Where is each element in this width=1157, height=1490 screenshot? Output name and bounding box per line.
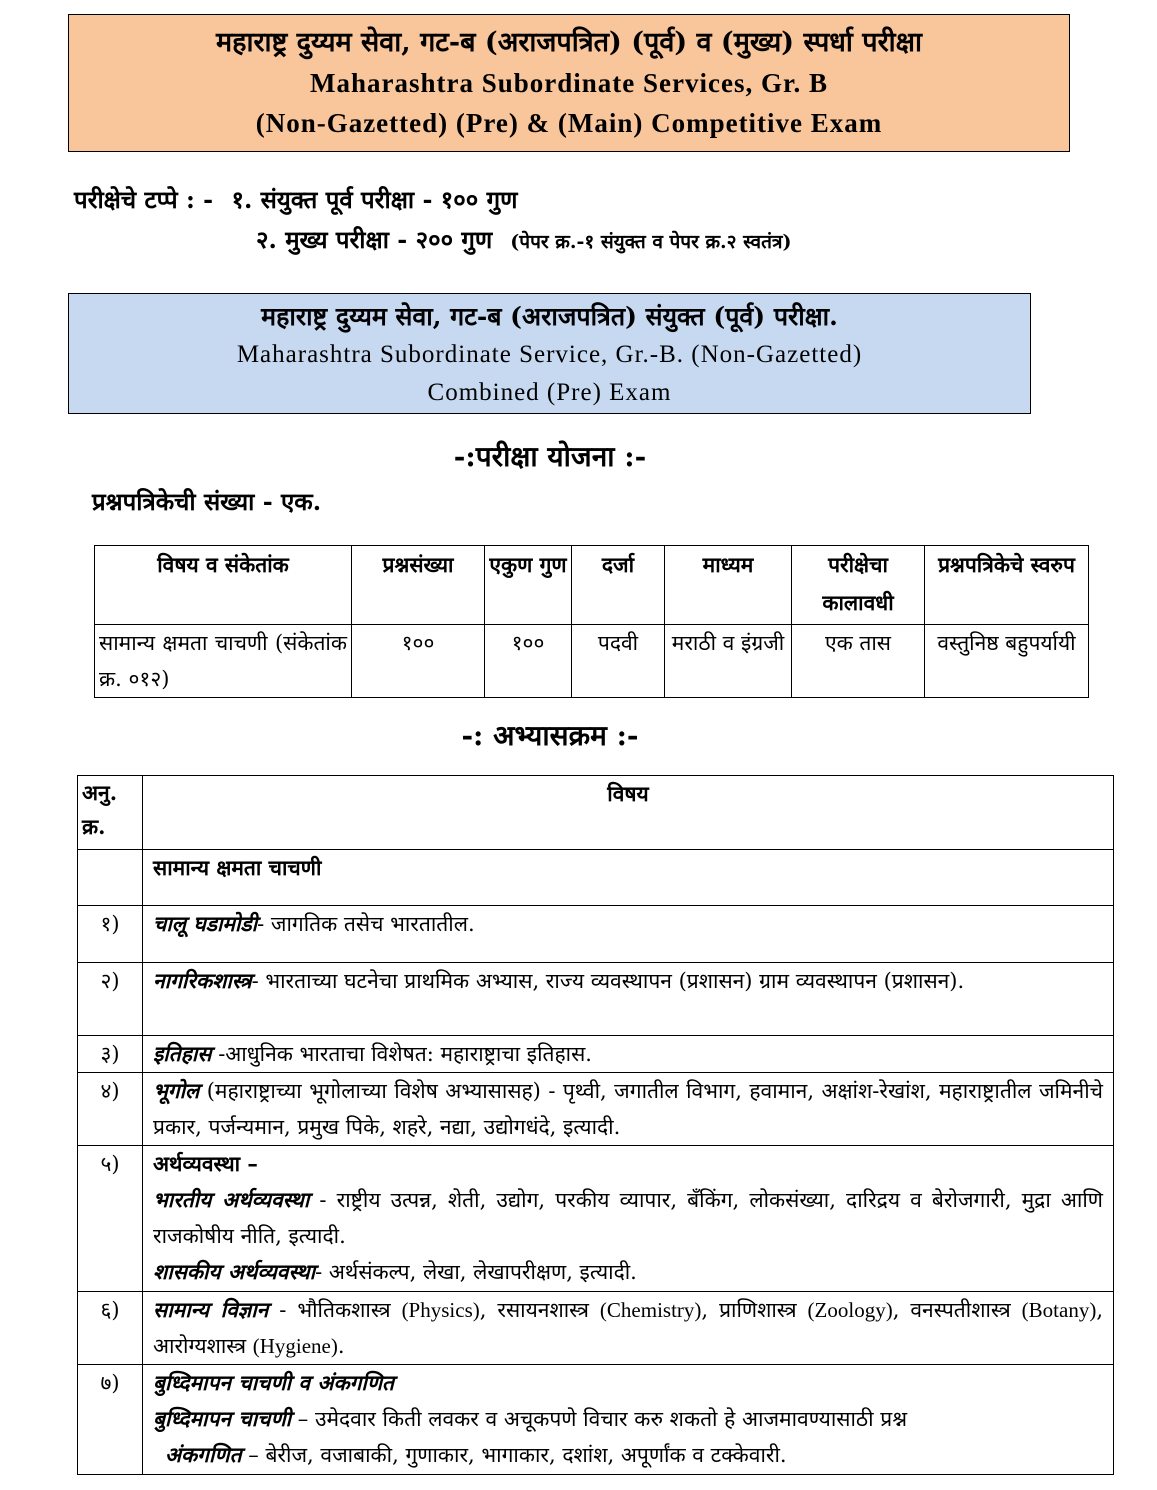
syllabus-row (78, 906, 1114, 963)
col-header-level: दर्जा (572, 546, 665, 625)
cell-format: वस्तुनिष्ठ बहुपर्यायी (925, 625, 1089, 698)
topic-title: इतिहास (153, 1041, 212, 1066)
topic-text: , आरोग्यशास्त्र (153, 1298, 1104, 1358)
subtopic-title: अंकगणित (165, 1442, 242, 1467)
syllabus-header-row (78, 776, 1114, 850)
row-number: ४) (78, 1073, 143, 1146)
subtopic-text: – बेरीज, वजाबाकी, गुणाकार, भागाकार, दशांश, अपूर्णांक व टक्केवारी. (241, 1443, 787, 1467)
syllabus-row (78, 1365, 1114, 1475)
cell-medium: मराठी व इंग्रजी (665, 625, 792, 698)
row-number: ५) (78, 1146, 143, 1292)
section-row (78, 850, 1114, 906)
topic-text-english: (Physics) (401, 1298, 480, 1322)
exam-title-box (68, 14, 1070, 152)
col-header-subject: विषय व संकेतांक (95, 546, 352, 625)
topic-text: . (337, 1334, 345, 1358)
topic-title: सामान्य विज्ञान (153, 1297, 269, 1322)
topic-text-english: (Hygiene) (252, 1334, 338, 1358)
topic-title: नागरिकशास्त्र (153, 968, 252, 993)
topic-text-english: (Botany) (1021, 1298, 1097, 1322)
topic-text: -आधुनिक भारताचा विशेषत: महाराष्ट्राचा इतिहास. (211, 1042, 592, 1066)
topic-cell (143, 963, 1114, 1036)
topic-cell (143, 1146, 1114, 1292)
cell-level: पदवी (572, 625, 665, 698)
col-header-marks: एकुण गुण (485, 546, 572, 625)
syllabus-row (78, 1292, 1114, 1365)
col-header-questions: प्रश्नसंख्या (352, 546, 485, 625)
topic-text: , रसायनशास्त्र (479, 1298, 600, 1322)
topic-title: चालू घडामोडी (153, 911, 258, 936)
topic-cell (143, 906, 1114, 963)
subtopic-text: - अर्थसंकल्प, लेखा, लेखापरीक्षण, इत्यादी. (315, 1260, 637, 1284)
syllabus-table (77, 775, 1114, 1475)
stage-1: १. संयुक्त पूर्व परीक्षा - १०० गुण (231, 185, 518, 214)
syllabus-title: -: अभ्यासक्रम :- (461, 719, 639, 752)
row-number: ७) (78, 1365, 143, 1475)
stage-2: २. मुख्य परीक्षा - २०० गुण (256, 225, 493, 254)
subtopic-title: बुध्दिमापन चाचणी (153, 1406, 292, 1431)
scheme-title: -:परीक्षा योजना :- (453, 440, 647, 473)
exam-stages (74, 178, 517, 222)
cell-duration: एक तास (792, 625, 925, 698)
topic-text: - भारताच्या घटनेचा प्राथमिक अभ्यास, राज्य व्यवस्थापन (प्रशासन) ग्राम व्यवस्थापन (प्रशासन). (251, 969, 965, 993)
exam-stage-2-line (256, 222, 791, 260)
subtopic-text: – उमेदवार किती लवकर व अचूकपणे विचार करु शकतो हे आजमावण्यासाठी प्रश्न (291, 1407, 908, 1431)
topic-title: अर्थव्यवस्था – (153, 1151, 258, 1176)
row-number: ६) (78, 1292, 143, 1365)
topic-cell (143, 1073, 1114, 1146)
col-header-topic: विषय (143, 776, 1114, 850)
table-row (95, 625, 1089, 698)
subtopic-text: - राष्ट्रीय उत्पन्न, शेती, उद्योग, परकीय व्यापार, बँकिंग, लोकसंख्या, दारिद्रय व बेरोजगारी, मुद्रा आणि राजकोषीय नीति, इत्यादी. (153, 1188, 1103, 1248)
cell-marks: १०० (485, 625, 572, 698)
topic-text-english: (Zoology) (807, 1298, 893, 1322)
subtopic-title: शासकीय अर्थव्यवस्था (153, 1259, 316, 1284)
col-header-medium: माध्यम (665, 546, 792, 625)
topic-text-english: (Chemistry) (599, 1298, 702, 1322)
section-title: सामान्य क्षमता चाचणी (143, 850, 1114, 906)
pre-exam-english-line2: Combined (Pre) Exam (427, 379, 672, 406)
exam-title-english-line2: (Non-Gazetted) (Pre) & (Main) Competitive Exam (255, 108, 883, 138)
row-number: ३) (78, 1036, 143, 1073)
syllabus-row (78, 1146, 1114, 1292)
topic-text: , वनस्पतीशास्त्र (892, 1298, 1022, 1322)
syllabus-row (78, 1036, 1114, 1073)
col-header-format: प्रश्नपत्रिकेचे स्वरुप (925, 546, 1089, 625)
pre-exam-marathi: महाराष्ट्र दुय्यम सेवा, गट-ब (अराजपत्रित) संयुक्त (पूर्व) परीक्षा. (261, 302, 838, 331)
topic-title: बुध्दिमापन चाचणी व अंकगणित (153, 1370, 394, 1395)
col-header-serial: अनु. क्र. (78, 776, 143, 850)
syllabus-row (78, 1073, 1114, 1146)
topic-cell (143, 1292, 1114, 1365)
topic-title: भूगोल (153, 1078, 200, 1103)
stage-2-note: (पेपर क्र.-१ संयुक्त व पेपर क्र.२ स्वतंत्र) (510, 231, 792, 253)
topic-cell (143, 1036, 1114, 1073)
exam-scheme-table (94, 545, 1089, 698)
topic-text: , प्राणिशास्त्र (701, 1298, 808, 1322)
topic-text: - जागतिक तसेच भारतातील. (257, 912, 475, 936)
syllabus-row (78, 963, 1114, 1036)
cell-questions: १०० (352, 625, 485, 698)
cell-subject: सामान्य क्षमता चाचणी (संकेतांक क्र. ०१२) (95, 625, 352, 698)
subtopic-title: भारतीय अर्थव्यवस्था (153, 1187, 310, 1212)
paper-count: प्रश्नपत्रिकेची संख्या - एक. (92, 487, 322, 516)
exam-title-marathi: महाराष्ट्र दुय्यम सेवा, गट-ब (अराजपत्रित) (पूर्व) व (मुख्य) स्पर्धा परीक्षा (215, 27, 923, 58)
stages-label: परीक्षेचे टप्पे : - (74, 185, 214, 214)
pre-exam-english-line1: Maharashtra Subordinate Service, Gr.-B. (Non-Gazetted) (236, 341, 863, 368)
exam-title-english-line1: Maharashtra Subordinate Services, Gr. B (310, 68, 828, 98)
col-header-duration: परीक्षेचा कालावधी (792, 546, 925, 625)
row-number: २) (78, 963, 143, 1036)
topic-cell (143, 1365, 1114, 1475)
row-number: १) (78, 906, 143, 963)
pre-exam-box (68, 293, 1031, 414)
topic-text: (महाराष्ट्राच्या भूगोलाच्या विशेष अभ्यासासह) - पृथ्वी, जगातील विभाग, हवामान, अक्षांश-रेखांश, महाराष्ट्रातील जमिनीचे प्रकार, पर्जन्यमान, प्रमुख पिके, शहरे, नद्या, उद्योगधंदे, इत्यादी. (153, 1079, 1103, 1139)
topic-text: - भौतिकशास्त्र (268, 1298, 402, 1322)
table-header-row (95, 546, 1089, 625)
